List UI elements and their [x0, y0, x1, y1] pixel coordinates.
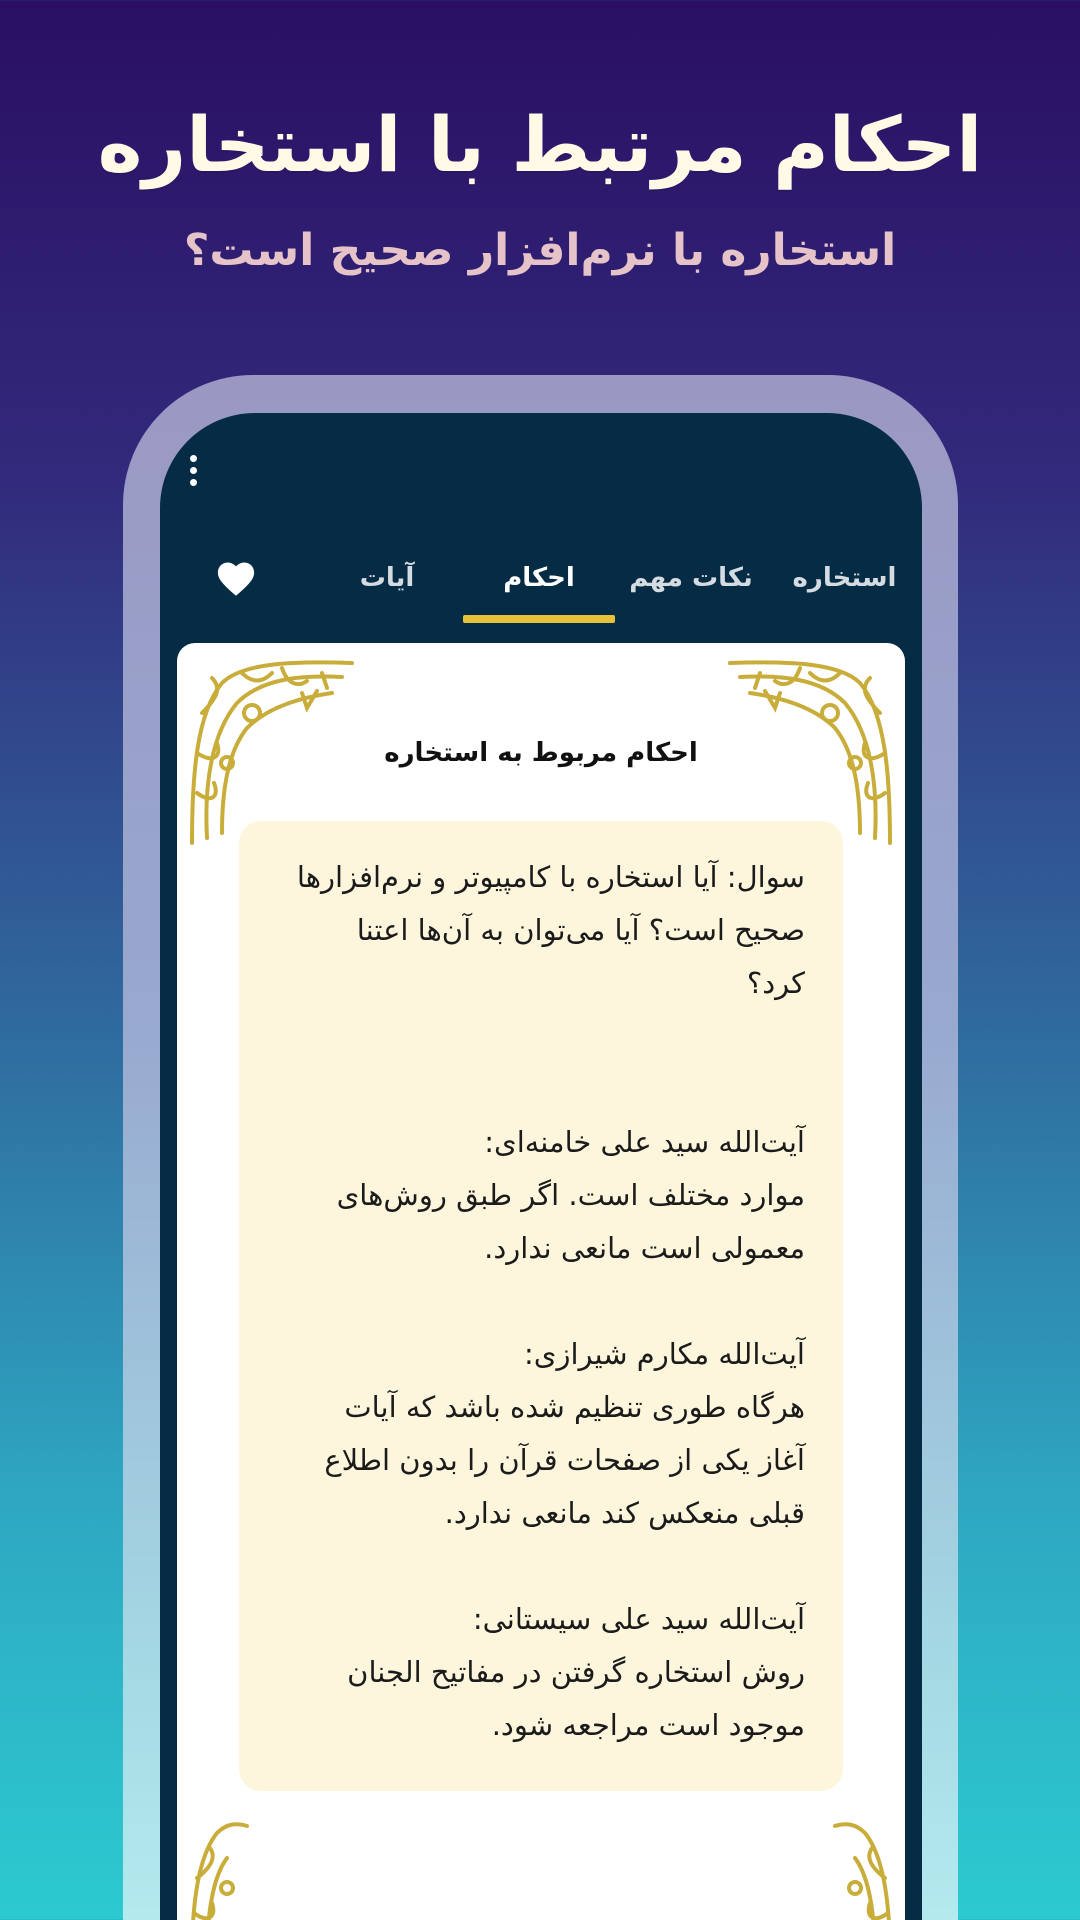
tab-ayat[interactable] [311, 533, 463, 623]
tab-ahkam[interactable] [463, 533, 615, 623]
authority-name: آیت‌الله مکارم شیرازی: [523, 1337, 805, 1371]
menu-dot [190, 467, 197, 474]
tab-important-notes[interactable] [615, 533, 767, 623]
menu-dot [190, 455, 197, 462]
tab-favorites[interactable] [160, 533, 311, 623]
calligraphy-ornament-icon [182, 1818, 252, 1920]
more-vertical-icon[interactable] [178, 445, 208, 495]
answer-text: هرگاه طوری تنظیم شده باشد که آیات آغاز یکی از صفحات قرآن را بدون اطلاع قبلی منعکس کند مانعی ندارد. [324, 1390, 805, 1530]
phone-screen [160, 413, 922, 1920]
ruling-text [265, 851, 805, 1752]
content-card [177, 643, 905, 1920]
heart-icon [215, 559, 257, 597]
answer-text: روش استخاره گرفتن در مفاتیح الجنان موجود است مراجعه شود. [347, 1655, 805, 1742]
text-panel [239, 821, 843, 1791]
tab-estekhare[interactable] [767, 533, 922, 623]
menu-dot [190, 479, 197, 486]
tab-label: آیات [359, 563, 415, 593]
content-heading: احکام مربوط به استخاره [384, 738, 698, 768]
question-text: سوال: آیا استخاره با کامپیوتر و نرم‌افزارها صحیح است؟ آیا می‌توان به آن‌ها اعتنا کرد؟ [296, 860, 805, 1000]
tab-bar [160, 533, 922, 623]
authority-name: آیت‌الله سید علی سیستانی: [472, 1602, 805, 1636]
promo-title: احکام مرتبط با استخاره [97, 100, 983, 189]
promo-subtitle: استخاره با نرم‌افزار صحیح است؟ [183, 225, 897, 276]
authority-name: آیت‌الله سید علی خامنه‌ای: [484, 1125, 805, 1159]
tab-label: نکات مهم [629, 563, 753, 593]
calligraphy-ornament-icon [830, 1818, 900, 1920]
tab-label: استخاره [792, 563, 897, 593]
tab-label: احکام [503, 563, 575, 593]
answer-text: موارد مختلف است. اگر طبق روش‌های معمولی است مانعی ندارد. [336, 1178, 805, 1265]
